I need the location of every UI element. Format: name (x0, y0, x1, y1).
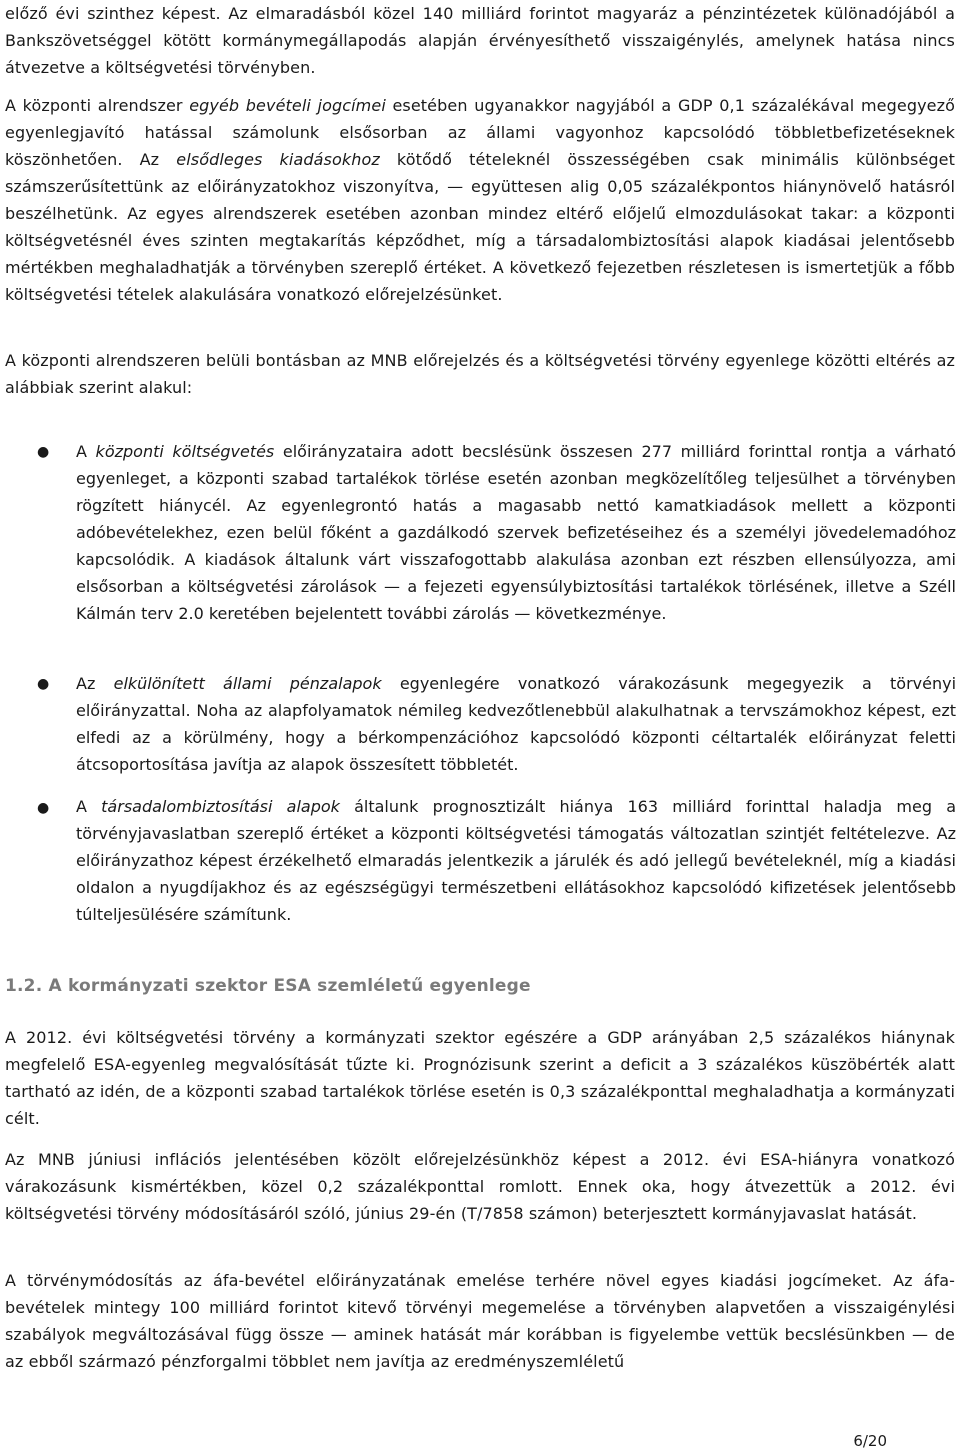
list-item-social-security (76, 793, 956, 928)
bullet-icon (37, 803, 47, 813)
paragraph-vat-amendment-text: A törvénymódosítás az áfa-bevétel előirányzatának emelése terhére növel egyes kiadási jogcímeket. Az áfa-bevételek mintegy 100 milliárd forintot kitevő törvényi megemelése a törvényben alapvetően a visszaigénylési szabályok megváltozásával függ össze — aminek hatását már korábban is figyelembe vettük becslésünkben — de az ebből származó pénzforgalmi többlet nem javítja az eredményszemléletű (5, 1271, 955, 1371)
text-run: kötődő tételeknél összességében csak minimális különbséget számszerűsítettünk az előirányzatokhoz viszonyítva, — együttesen alig 0,05 százalékpontos hiánynövelő hatásról beszélhetünk. Az egyes alrendszerek esetében azonban mindez eltérő előjelű elmozdulásokat takar: a központi költségvetésnél éves szinten megtakarítás képződhet, míg a társadalombiztosítási alapok kiadásai jelentősebb mértékben meghaladhatják a törvényben szereplő értéket. A következő fejezetben részletesen is ismertetjük a főbb költségvetési tételek alakulására vonatkozó előrejelzésünket. (5, 150, 955, 304)
section-heading: 1.2. A kormányzati szektor ESA szemléletű egyenlege (5, 976, 531, 996)
paragraph-mnb-forecast (5, 1146, 955, 1227)
emphasis-term: elkülönített állami pénzalapok (113, 674, 382, 693)
list-item-separate-funds (76, 670, 956, 778)
bullet-icon (37, 447, 47, 457)
text-run: A (76, 442, 96, 461)
paragraph-esa-target-text: A 2012. évi költségvetési törvény a kormányzati szektor egészére a GDP arányában 2,5 százalékos hiánynak megfelelő ESA-egyenleg megvalósítását tűzte ki. Prognózisunk szerint a deficit a 3 százalékos küszöbérték alatt tartható az idén, de a központi szabad tartalékok törlése esetén is 0,3 százalékponttal meghaladhatja a kormányzati célt. (5, 1028, 955, 1128)
text-run: esetében ugyanakkor nagyjából a GDP 0,1 százalékával megegyező egyenlegjavító hatással számolunk elsősorban az állami vagyonhoz kapcsolódó többletbefizetéseknek köszönhetően. Az (5, 96, 955, 169)
emphasis-term: egyéb bevételi jogcímei (189, 96, 386, 115)
emphasis-term: elsődleges kiadásokhoz (176, 150, 380, 169)
paragraph-breakdown-intro (5, 347, 955, 401)
page-number: 6/20 (853, 1432, 887, 1450)
emphasis-term: központi költségvetés (95, 442, 275, 461)
emphasis-term: társadalombiztosítási alapok (101, 797, 340, 816)
paragraph-breakdown-text: A központi alrendszeren belüli bontásban az MNB előrejelzés és a költségvetési törvény egyenlege közötti eltérés az alábbiak szerint alakul: (5, 351, 955, 397)
paragraph-vat-amendment (5, 1267, 955, 1375)
text-run: előirányzataira adott becslésünk összesen 277 milliárd forinttal rontja a várható egyenleget, a központi szabad tartalékok törlése esetén azonban megközelítőleg teljesülhet a törvényben rögzített hiánycél. Az egyenlegrontó hatás a magasabb nettó kamatkiadások mellett a központi adóbevételekhez, ezen belül főként a gazdálkodó szervek befizetéseihez és a személyi jövedelemadóhoz kapcsolódik. A kiadások általunk várt visszafogottabb alakulása azonban ezt részben ellensúlyozza, ami elsősorban a költségvetési zárolások — a fejezeti egyensúlybiztosítási tartalékok törlésének, illetve a Széll Kálmán terv 2.0 keretében bejelentett további zárolás — következménye. (76, 442, 957, 623)
text-run: A (76, 797, 102, 816)
paragraph-intro (5, 0, 955, 81)
text-run: A központi alrendszer (5, 96, 190, 115)
text-run: egyenlegére vonatkozó várakozásunk megegyezik a törvényi előirányzattal. Noha az alapfolyamatok némileg kedvezőtlenebbül alakulhatnak a tervszámokhoz képest, ezt elfedi az a körülmény, hogy a bérkompenzációhoz kapcsolódó központi céltartalék előirányzat feletti átcsoportosítása javítja az alapok összesített többletét. (76, 674, 957, 774)
text-run: általunk prognosztizált hiánya 163 milliárd forinttal haladja meg a törvényjavaslatban szereplő értéket a központi költségvetési támogatás változatlan szintjét feltételezve. Az előirányzathoz képest érzékelhető elmaradás jelentkezik a járulék és adó jellegű bevételeknél, míg a kiadási oldalon a nyugdíjakhoz és az egészségügyi természetbeni ellátásokhoz kapcsolódó kifizetések jelentősebb túlteljesülésére számítunk. (76, 797, 956, 924)
paragraph-mnb-forecast-text: Az MNB júniusi inflációs jelentésében közölt előrejelzésünkhöz képest a 2012. évi ESA-hiányra vonatkozó várakozásunk kismértékben, közel 0,2 százalékponttal romlott. Ennek oka, hogy átvezettük a 2012. évi költségvetési törvény módosításáról szóló, június 29-én (T/7858 számon) beterjesztett kormányjavaslat hatását. (5, 1150, 955, 1223)
paragraph-intro-text: előző évi szinthez képest. Az elmaradásból közel 140 milliárd forintot magyaráz a pénzintézetek különadójából a Bankszövetséggel kötött kormánymegállapodás alapján érvényesíthető visszaigénylés, amelynek hatása nincs átvezetve a költségvetési törvényben. (5, 4, 955, 77)
paragraph-other-revenues (5, 92, 955, 308)
text-run: Az (76, 674, 114, 693)
list-item-central-budget (76, 438, 956, 627)
paragraph-esa-target (5, 1024, 955, 1132)
bullet-icon (37, 679, 47, 689)
